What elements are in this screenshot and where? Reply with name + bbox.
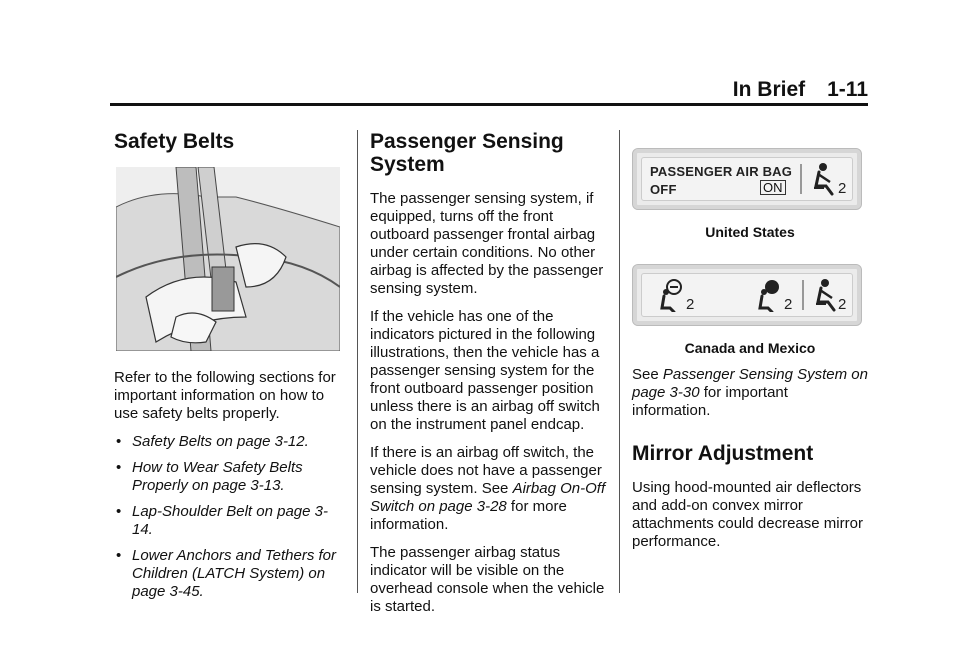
seat-number: 2	[838, 180, 847, 197]
seat-number: 2	[686, 296, 695, 313]
column-divider	[619, 130, 620, 593]
column-divider	[357, 130, 358, 593]
paragraph: If the vehicle has one of the indicators pictured in the following illustrations, then the vehicle has a passenger sensing system for the front outboard passenger position unless there is an airbag off switch on the instrument panel endcap.	[370, 308, 600, 433]
page-number: 1-11	[827, 78, 868, 101]
reference-link[interactable]: Passenger Sensing System on page 3-30	[632, 366, 868, 401]
on-label: ON	[760, 180, 786, 195]
section-heading: Passenger Sensing System	[370, 130, 564, 176]
reference-link[interactable]: • Safety Belts on page 3-12.	[116, 433, 309, 450]
indicator-column	[632, 130, 868, 561]
page-header	[110, 78, 868, 102]
bullet-icon: •	[116, 547, 122, 564]
header-rule	[110, 103, 868, 106]
reference-link[interactable]: • Lap-Shoulder Belt on page 3-14.	[116, 503, 328, 538]
intro-text: Refer to the following sections for important information on how to use safety belts properly.	[114, 369, 336, 422]
section-title: In Brief	[732, 78, 806, 101]
safety-belt-illustration	[116, 167, 340, 351]
paragraph: If there is an airbag off switch, the vehicle does not have a passenger sensing system. See Airbag On-Off Switch on page 3-28 for more information.	[370, 444, 606, 533]
bullet-icon: •	[116, 433, 122, 450]
us-indicator-panel	[632, 148, 862, 210]
reference-link[interactable]: • How to Wear Safety Belts Properly on page 3-13.	[116, 459, 303, 494]
canada-mexico-indicator-panel	[632, 264, 862, 326]
figure-caption: United States	[705, 224, 795, 240]
paragraph: Using hood-mounted air deflectors and add-on convex mirror attachments could decrease mirror performance.	[632, 479, 863, 550]
panel-label: PASSENGER AIR BAG	[650, 164, 793, 179]
section-heading: Safety Belts	[114, 130, 235, 153]
seat-number: 2	[838, 296, 847, 313]
figure-caption: Canada and Mexico	[684, 340, 816, 356]
bullet-icon: •	[116, 459, 122, 476]
safety-belts-column	[114, 130, 346, 609]
reference-list	[114, 433, 346, 601]
section-heading: Mirror Adjustment	[632, 442, 814, 465]
reference-link[interactable]: Airbag On-Off Switch on page 3-28	[370, 480, 606, 515]
paragraph: The passenger sensing system, if equipped, turns off the front outboard passenger frontal airbag under certain conditions. No other airbag is affected by the passenger sensing system.	[370, 190, 604, 297]
passenger-sensing-column	[370, 130, 608, 626]
reference-link[interactable]: • Lower Anchors and Tethers for Children (LATCH System) on page 3-45.	[116, 547, 337, 600]
seat-number: 2	[784, 296, 793, 313]
paragraph: The passenger airbag status indicator will be visible on the overhead console when the vehicle is started.	[370, 544, 605, 615]
off-label: OFF	[650, 182, 677, 197]
paragraph: See Passenger Sensing System on page 3-30 for important information.	[632, 366, 868, 419]
bullet-icon: •	[116, 503, 122, 520]
